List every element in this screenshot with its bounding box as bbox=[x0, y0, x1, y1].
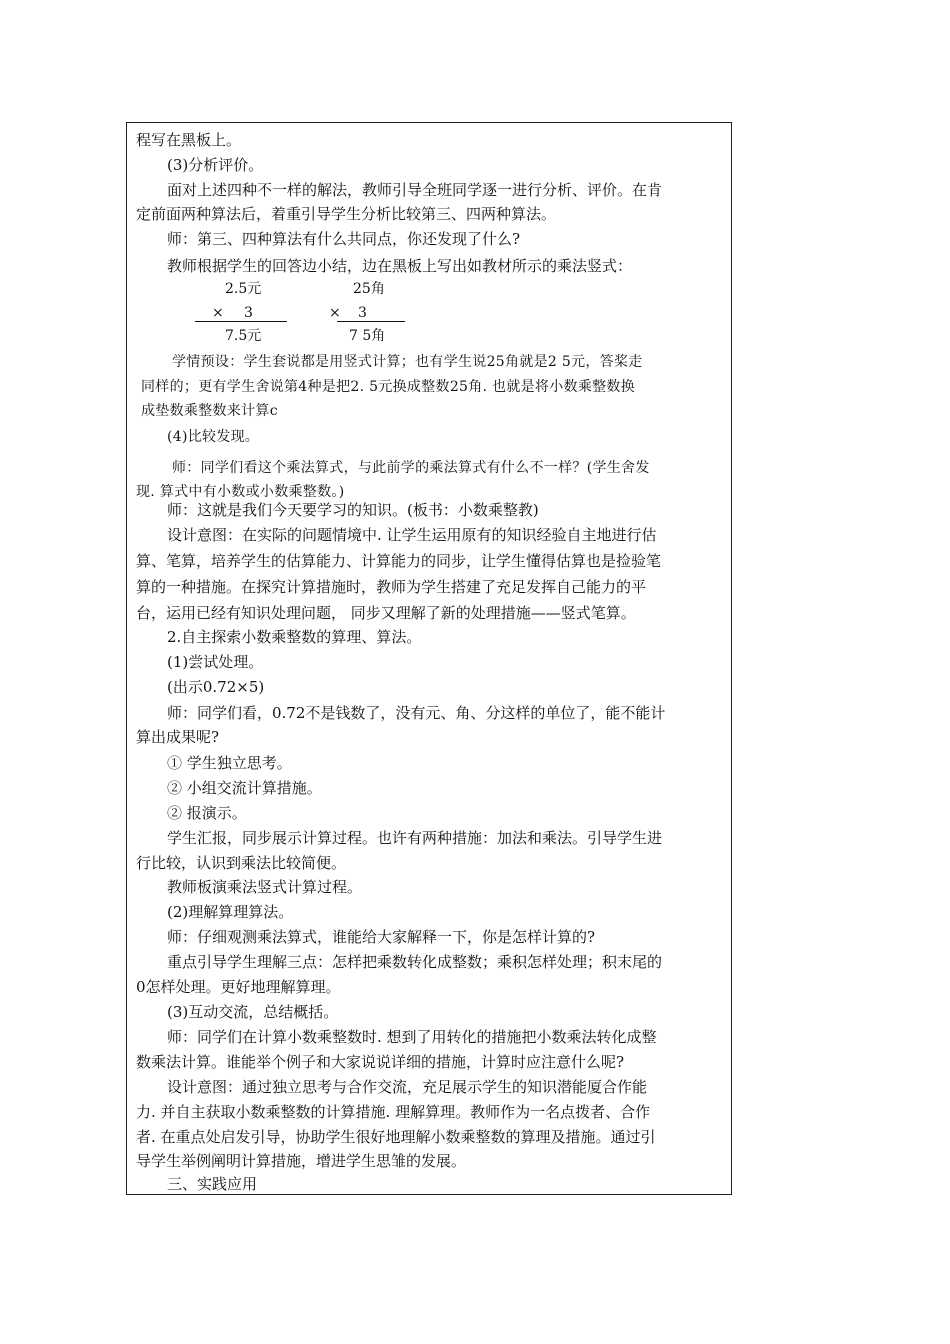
calc-left-operator: × bbox=[212, 305, 224, 321]
calc-right-multiplicand: 25角 bbox=[353, 281, 385, 297]
text-line: 算的一种措施。在探究计算措施时，教师为学生搭建了充足发挥自己能力的平 bbox=[136, 578, 647, 596]
calc-right-multiplier: 3 bbox=[358, 305, 367, 321]
calc-right-operator: × bbox=[329, 305, 341, 321]
text-line: 成垫数乘整数来计算c bbox=[141, 403, 278, 419]
text-line: 数乘法计算。谁能举个例子和大家说说详细的措施，计算时应注意什么呢? bbox=[136, 1053, 625, 1071]
text-line: 学生汇报，同步展示计算过程。也许有两种措施：加法和乘法。引导学生进 bbox=[167, 829, 663, 847]
calc-left-multiplier: 3 bbox=[244, 305, 253, 321]
text-line: 2.自主探索小数乘整数的算理、算法。 bbox=[167, 628, 422, 646]
text-line: 同样的；更有学生舍说第4种是把2. 5元换成整数25角. 也就是将小数乘整数换 bbox=[141, 379, 636, 395]
text-line: (2)理解算理算法。 bbox=[167, 903, 294, 921]
text-line: 师：同学们看这个乘法算式，与此前学的乘法算式有什么不一样？(学生舍发 bbox=[172, 460, 650, 476]
text-line: 师：同学们看，0.72不是钱数了，没有元、角、分这样的单位了，能不能计 bbox=[167, 704, 666, 722]
text-line: ② 报演示。 bbox=[167, 804, 247, 822]
text-line: (1)尝试处理。 bbox=[167, 653, 264, 671]
calc-right-result: 7 5角 bbox=[349, 328, 386, 344]
text-line: 师：仔细观测乘法算式，谁能给大家解释一下，你是怎样计算的? bbox=[167, 928, 596, 946]
text-line: 程写在黑板上。 bbox=[136, 131, 242, 149]
text-line: 设计意图：在实际的问题情境中. 让学生运用原有的知识经验自主地进行估 bbox=[167, 526, 657, 544]
text-line: 教师根据学生的回答边小结，边在黑板上写出如教材所示的乘法竖式： bbox=[167, 257, 633, 275]
text-line: 现. 算式中有小数或小数乘整数。) bbox=[136, 484, 345, 500]
text-line: 师：同学们在计算小数乘整数时. 想到了用转化的措施把小数乘法转化成整 bbox=[167, 1028, 657, 1046]
calc-left-multiplicand: 2.5元 bbox=[225, 281, 262, 297]
text-line: 定前面两种算法后，着重引导学生分析比较第三、四两种算法。 bbox=[136, 205, 557, 223]
text-line: 师：第三、四种算法有什么共同点，你还发现了什么? bbox=[167, 230, 521, 248]
text-line: 导学生举例阐明计算措施，增进学生思雏的发展。 bbox=[136, 1152, 467, 1170]
calc-right-rule bbox=[337, 321, 405, 322]
text-line: (3)互动交流，总结概括。 bbox=[167, 1003, 339, 1021]
text-line: 者. 在重点处启发引导，协助学生很好地理解小数乘整数的算理及措施。通过引 bbox=[136, 1128, 656, 1146]
text-line: 0怎样处理。更好地理解算理。 bbox=[136, 978, 341, 996]
text-line: 面对上述四种不一样的解法，教师引导全班同学逐一进行分析、评价。在肯 bbox=[167, 181, 663, 199]
text-line: 力. 并自主获取小数乘整数的计算措施. 理解算理。教师作为一名点拨者、合作 bbox=[136, 1103, 651, 1121]
text-line: (4)比较发现。 bbox=[167, 429, 260, 445]
text-line: ② 小组交流计算措施。 bbox=[167, 779, 322, 797]
text-line: 算、笔算，培养学生的估算能力、计算能力的同步，让学生懂得估算也是捡验笔 bbox=[136, 552, 662, 570]
text-line: 学情预设：学生套说都是用竖式计算；也有学生说25角就是2 5元，答桨走 bbox=[172, 354, 643, 370]
text-line: 台，运用已经有知识处理问题， 同步又理解了新的处理措施——竖式笔算。 bbox=[136, 604, 636, 622]
text-line: 设计意图：通过独立思考与合作交流，充足展示学生的知识潜能厦合作能 bbox=[167, 1078, 648, 1096]
text-line: 教师板演乘法竖式计算过程。 bbox=[167, 878, 363, 896]
text-line: 算出成果呢? bbox=[136, 728, 220, 746]
text-line: 重点引导学生理解三点：怎样把乘数转化成整数；乘积怎样处理；积末尾的 bbox=[167, 953, 663, 971]
calc-left-result: 7.5元 bbox=[225, 328, 262, 344]
text-line: 三、实践应用 bbox=[167, 1175, 258, 1193]
text-line: 行比较，认识到乘法比较简便。 bbox=[136, 854, 347, 872]
text-line: (3)分析评价。 bbox=[167, 156, 264, 174]
text-line: (出示0.72×5) bbox=[167, 678, 265, 696]
text-line: ① 学生独立思考。 bbox=[167, 754, 292, 772]
calc-left-rule bbox=[195, 321, 287, 322]
text-line: 师：这就是我们今天要学习的知识。(板书：小数乘整教) bbox=[167, 501, 539, 519]
